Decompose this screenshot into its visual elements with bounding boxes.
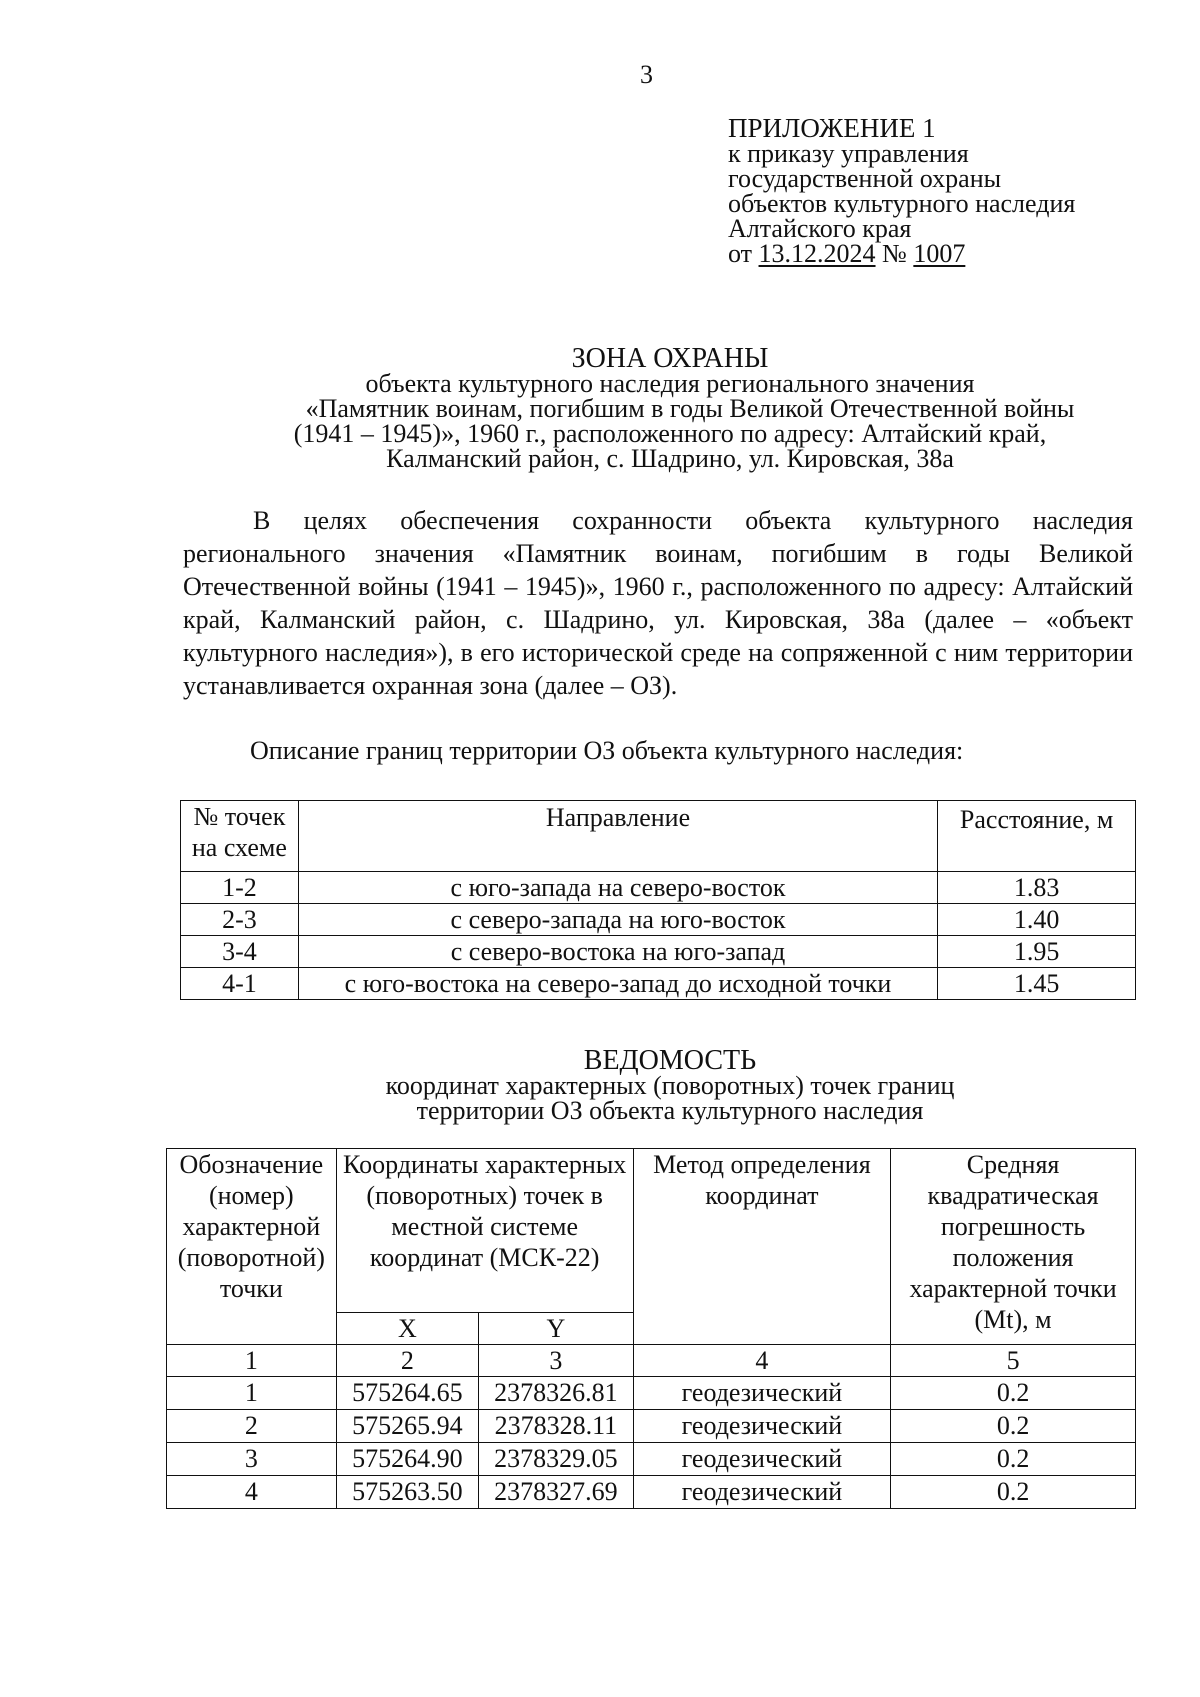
intro-paragraph	[183, 504, 1133, 702]
cell-direction: с северо-востока на юго-запад	[298, 936, 937, 968]
zone-heading: ЗОНА ОХРАНЫ	[571, 343, 769, 374]
header-designation: Обозначение (номер) характерной (поворотной) точки	[167, 1149, 337, 1345]
boundaries-caption: Описание границ территории ОЗ объекта культурного наследия:	[250, 736, 964, 765]
cell-y: 2378327.69	[479, 1476, 634, 1509]
cell-distance: 1.83	[938, 872, 1136, 904]
date-prefix: от	[728, 239, 753, 268]
number-prefix: №	[882, 239, 907, 268]
table-header-row	[181, 801, 1136, 872]
cell-error: 0.2	[891, 1476, 1136, 1509]
table-row	[167, 1377, 1136, 1410]
cell-error: 0.2	[891, 1443, 1136, 1476]
cell-y: 2378328.11	[479, 1410, 634, 1443]
cell-distance: 1.40	[938, 904, 1136, 936]
cell-x: 575264.90	[336, 1443, 479, 1476]
cell-points: 2-3	[181, 904, 299, 936]
column-number: 5	[891, 1345, 1136, 1377]
cell-points: 3-4	[181, 936, 299, 968]
column-number: 1	[167, 1345, 337, 1377]
header-points: № точек на схеме	[181, 801, 299, 872]
coordinates-table	[166, 1148, 1136, 1509]
cell-method: геодезический	[633, 1410, 890, 1443]
cell-x: 575264.65	[336, 1377, 479, 1410]
order-date: 13.12.2024	[758, 239, 876, 268]
appendix-line: Алтайского края	[728, 214, 912, 243]
cell-distance: 1.45	[938, 968, 1136, 1000]
header-error: Средняя квадратическая погрешность положения характерной точки (Mt), м	[891, 1149, 1136, 1345]
zone-title-line: объекта культурного наследия регионального значения	[365, 369, 975, 398]
cell-y: 2378329.05	[479, 1443, 634, 1476]
intro-text: В целях обеспечения сохранности объекта культурного наследия регионального значения «Памятник воинам, погибшим в годы Великой Отечественной войны (1941 – 1945)», 1960 г., расположенного по адресу: Алтайский край, Калманский район, с. Шадрино, ул. Кировская, 38а (далее – «объект культурного наследия»), в его исторической среде на сопряженной с ним территории устанавливается охранная зона (далее – ОЗ).	[183, 506, 1133, 700]
header-y: Y	[479, 1313, 634, 1345]
table-header-row	[167, 1149, 1136, 1313]
table-row	[181, 872, 1136, 904]
appendix-block	[728, 113, 1076, 268]
zone-title-block	[190, 343, 1150, 473]
zone-title-line: Калманский район, с. Шадрино, ул. Кировская, 38а	[386, 444, 954, 473]
cell-error: 0.2	[891, 1377, 1136, 1410]
appendix-line: государственной охраны	[728, 164, 1002, 193]
header-coordinates: Координаты характерных (поворотных) точек в местной системе координат (МСК-22)	[336, 1149, 633, 1313]
header-direction: Направление	[298, 801, 937, 872]
cell-y: 2378326.81	[479, 1377, 634, 1410]
table-row	[167, 1443, 1136, 1476]
cell-direction: с северо-запада на юго-восток	[298, 904, 937, 936]
table-row	[167, 1410, 1136, 1443]
cell-direction: с юго-запада на северо-восток	[298, 872, 937, 904]
cell-x: 575263.50	[336, 1476, 479, 1509]
cell-points: 4-1	[181, 968, 299, 1000]
cell-error: 0.2	[891, 1410, 1136, 1443]
cell-x: 575265.94	[336, 1410, 479, 1443]
vedomost-heading: ВЕДОМОСТЬ	[583, 1045, 757, 1076]
cell-point: 2	[167, 1410, 337, 1443]
cell-method: геодезический	[633, 1377, 890, 1410]
vedomost-title-line: территории ОЗ объекта культурного наследия	[416, 1096, 924, 1125]
order-number: 1007	[913, 239, 966, 268]
appendix-date-line	[728, 241, 1075, 266]
vedomost-title-line: координат характерных (поворотных) точек границ	[385, 1071, 955, 1100]
appendix-title: ПРИЛОЖЕНИЕ 1	[728, 113, 936, 143]
header-distance: Расстояние, м	[938, 801, 1136, 872]
table-row	[181, 904, 1136, 936]
boundaries-table	[180, 800, 1136, 1000]
table-column-numbers-row	[167, 1345, 1136, 1377]
cell-distance: 1.95	[938, 936, 1136, 968]
cell-method: геодезический	[633, 1476, 890, 1509]
column-number: 4	[633, 1345, 890, 1377]
cell-point: 3	[167, 1443, 337, 1476]
zone-title-line: (1941 – 1945)», 1960 г., расположенного по адресу: Алтайский край,	[293, 419, 1047, 448]
appendix-line: к приказу управления	[728, 139, 969, 168]
cell-point: 1	[167, 1377, 337, 1410]
cell-direction: с юго-востока на северо-запад до исходной точки	[298, 968, 937, 1000]
cell-points: 1-2	[181, 872, 299, 904]
appendix-line: объектов культурного наследия	[728, 189, 1076, 218]
column-number: 2	[336, 1345, 479, 1377]
zone-title-line: «Памятник воинам, погибшим в годы Великой Отечественной войны	[305, 394, 1075, 423]
table-row	[167, 1476, 1136, 1509]
cell-point: 4	[167, 1476, 337, 1509]
page-number: 3	[640, 60, 653, 89]
header-method: Метод определения координат	[633, 1149, 890, 1345]
vedomost-title-block	[240, 1045, 1100, 1125]
table-row	[181, 936, 1136, 968]
header-x: X	[336, 1313, 479, 1345]
cell-method: геодезический	[633, 1443, 890, 1476]
column-number: 3	[479, 1345, 634, 1377]
table-row	[181, 968, 1136, 1000]
